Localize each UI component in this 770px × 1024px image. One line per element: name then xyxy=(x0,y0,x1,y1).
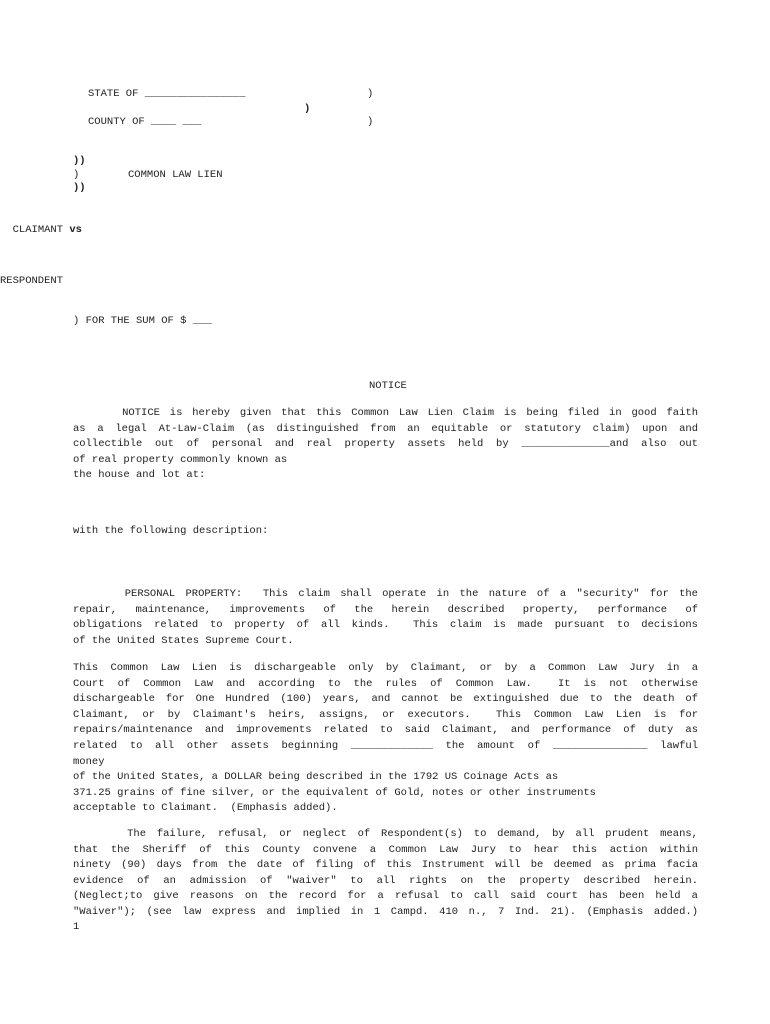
discharge-line: money xyxy=(73,755,105,768)
personal-property-line: repair, maintenance, improvements of the herein described property, performance of xyxy=(73,603,698,616)
state-paren: ) xyxy=(367,88,374,100)
description-label: with the following description: xyxy=(73,525,269,537)
state-label: STATE OF ________________ xyxy=(88,88,246,100)
failure-line: ninety (90) days from the date of filing of this Instrument will be deemed as prima facia xyxy=(73,859,698,872)
discharge-line: Claimant, or by Claimant's heirs, assigns, or executors. This Common Law Lien is for xyxy=(73,708,698,721)
failure-line: The failure, refusal, or neglect of Respondent(s) to demand, by all prudent means, xyxy=(73,828,698,840)
notice-intro-paragraph xyxy=(73,406,698,484)
intro-line: collectible out of personal and real property assets held by ______________and also out xyxy=(73,438,698,451)
discharge-line: This Common Law Lien is dischargeable only by Claimant, or by a Common Law Jury in a xyxy=(73,662,698,674)
claimant-line xyxy=(0,211,82,237)
paren-block-top: )) xyxy=(73,155,86,167)
page-number: 1 xyxy=(73,921,80,933)
personal-property-line: of the United States Supreme Court. xyxy=(73,634,294,647)
county-paren: ) xyxy=(367,116,374,128)
discharge-line: related to all other assets beginning _____________ the amount of _______________ lawful xyxy=(73,739,698,752)
paren-block-bottom: )) xyxy=(73,182,86,194)
failure-line: "Waiver"); (see law express and implied in 1 Campd. 410 n., 7 Ind. 21). (Emphasis added.) xyxy=(73,905,698,918)
respondent-label: RESPONDENT xyxy=(0,275,64,287)
caption-mid-paren: ) xyxy=(304,103,311,115)
failure-line: that the Sheriff of this County convene a Common Law Jury to hear this action within xyxy=(73,843,698,856)
vs-label: vs xyxy=(69,224,82,236)
discharge-line: Court of Common Law and according to the rules of Common Law. It is not otherwise xyxy=(73,677,698,690)
discharge-line: dischargeable for One Hundred (100) years, and cannot be extinguished due to the death of xyxy=(73,693,698,706)
sum-line: ) FOR THE SUM OF $ ___ xyxy=(73,315,212,327)
lien-title: COMMON LAW LIEN xyxy=(128,169,223,181)
intro-line: of real property commonly known as xyxy=(73,453,288,466)
discharge-line: 371.25 grains of fine silver, or the equivalent of Gold, notes or other instruments xyxy=(73,786,596,799)
intro-line: as a legal At-Law-Claim (as distinguished from an equitable or statutory claim) upon and xyxy=(73,422,698,435)
claimant-label: CLAIMANT xyxy=(12,224,64,236)
county-label: COUNTY OF ____ ___ xyxy=(88,116,202,128)
failure-line: evidence of an admission of "waiver" to all rights on the property described herein. xyxy=(73,874,698,887)
discharge-line: acceptable to Claimant. (Emphasis added). xyxy=(73,802,338,815)
intro-line: NOTICE is hereby given that this Common Law Lien Claim is being filed in good faith xyxy=(73,407,698,419)
failure-paragraph xyxy=(73,827,698,921)
discharge-line: repairs/maintenance and improvements related to said Claimant, and performance of duty as xyxy=(73,724,698,737)
paren-single: ) xyxy=(73,169,80,181)
discharge-paragraph xyxy=(73,661,698,817)
failure-line: (Neglect;to give reasons on the record for a refusal to call said court has been held a xyxy=(73,890,698,903)
personal-property-line: PERSONAL PROPERTY: This claim shall operate in the nature of a "security" for the xyxy=(73,588,698,600)
intro-line: the house and lot at: xyxy=(73,469,206,482)
notice-heading: NOTICE xyxy=(369,380,407,392)
discharge-line: of the United States, a DOLLAR being described in the 1792 US Coinage Acts as xyxy=(73,771,559,784)
personal-property-paragraph xyxy=(73,587,698,649)
personal-property-line: obligations related to property of all kinds. This claim is made pursuant to decisions xyxy=(73,619,698,632)
